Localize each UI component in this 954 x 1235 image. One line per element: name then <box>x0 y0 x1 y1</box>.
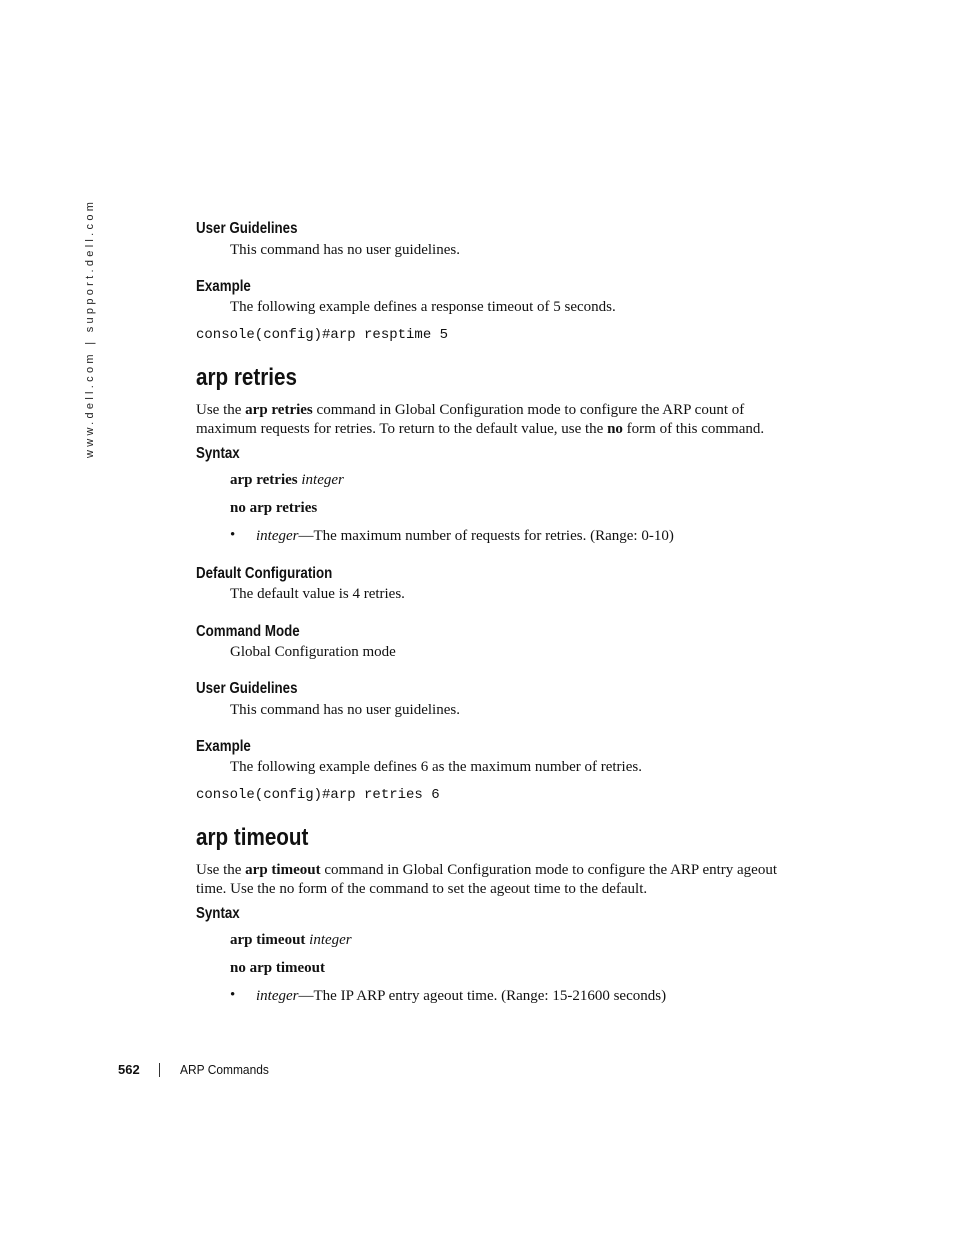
timeout-title: arp timeout <box>196 824 309 851</box>
resptime-example-text: The following example defines a response timeout of 5 seconds. <box>230 299 616 315</box>
side-url-text: www.dell.com | support.dell.com <box>84 198 96 458</box>
timeout-param: integer—The IP ARP entry ageout time. (Range: 15-21600 seconds) <box>256 988 667 1004</box>
retries-syntax-line2: no arp retries <box>230 500 318 516</box>
timeout-syntax-heading: Syntax <box>196 905 240 922</box>
retries-syntax-line1: arp retries integer <box>230 472 344 488</box>
retries-description-line1: Use the arp retries command in Global Configuration mode to configure the ARP count of <box>196 402 745 418</box>
retries-syntax-heading: Syntax <box>196 445 240 462</box>
timeout-description-line1: Use the arp timeout command in Global Configuration mode to configure the ARP entry ageout <box>196 862 778 878</box>
timeout-description-line2: time. Use the no form of the command to set the ageout time to the default. <box>196 881 648 897</box>
retries-user-guidelines-text: This command has no user guidelines. <box>230 702 460 718</box>
retries-param-bullet: • <box>230 527 236 543</box>
resptime-user-guidelines-heading: User Guidelines <box>196 220 298 237</box>
retries-mode-heading: Command Mode <box>196 623 300 640</box>
resptime-code-example: console(config)#arp resptime 5 <box>196 327 449 343</box>
timeout-syntax-line2: no arp timeout <box>230 960 325 976</box>
retries-mode-text: Global Configuration mode <box>230 644 396 660</box>
retries-default-heading: Default Configuration <box>196 565 333 582</box>
timeout-syntax-line1: arp timeout integer <box>230 932 352 948</box>
retries-title: arp retries <box>196 364 297 391</box>
retries-default-text: The default value is 4 retries. <box>230 586 405 602</box>
footer-section-name: ARP Commands <box>180 1062 269 1077</box>
retries-description-line2: maximum requests for retries. To return to the default value, use the no form of this command. <box>196 421 765 437</box>
footer-separator <box>159 1063 160 1077</box>
retries-user-guidelines-heading: User Guidelines <box>196 680 298 697</box>
page-number: 562 <box>118 1062 140 1077</box>
retries-example-text: The following example defines 6 as the maximum number of retries. <box>230 759 642 775</box>
resptime-user-guidelines-text: This command has no user guidelines. <box>230 242 460 258</box>
timeout-param-bullet: • <box>230 987 236 1003</box>
retries-code-example: console(config)#arp retries 6 <box>196 787 440 803</box>
retries-example-heading: Example <box>196 738 251 755</box>
retries-param: integer—The maximum number of requests for retries. (Range: 0-10) <box>256 528 674 544</box>
resptime-example-heading: Example <box>196 278 251 295</box>
